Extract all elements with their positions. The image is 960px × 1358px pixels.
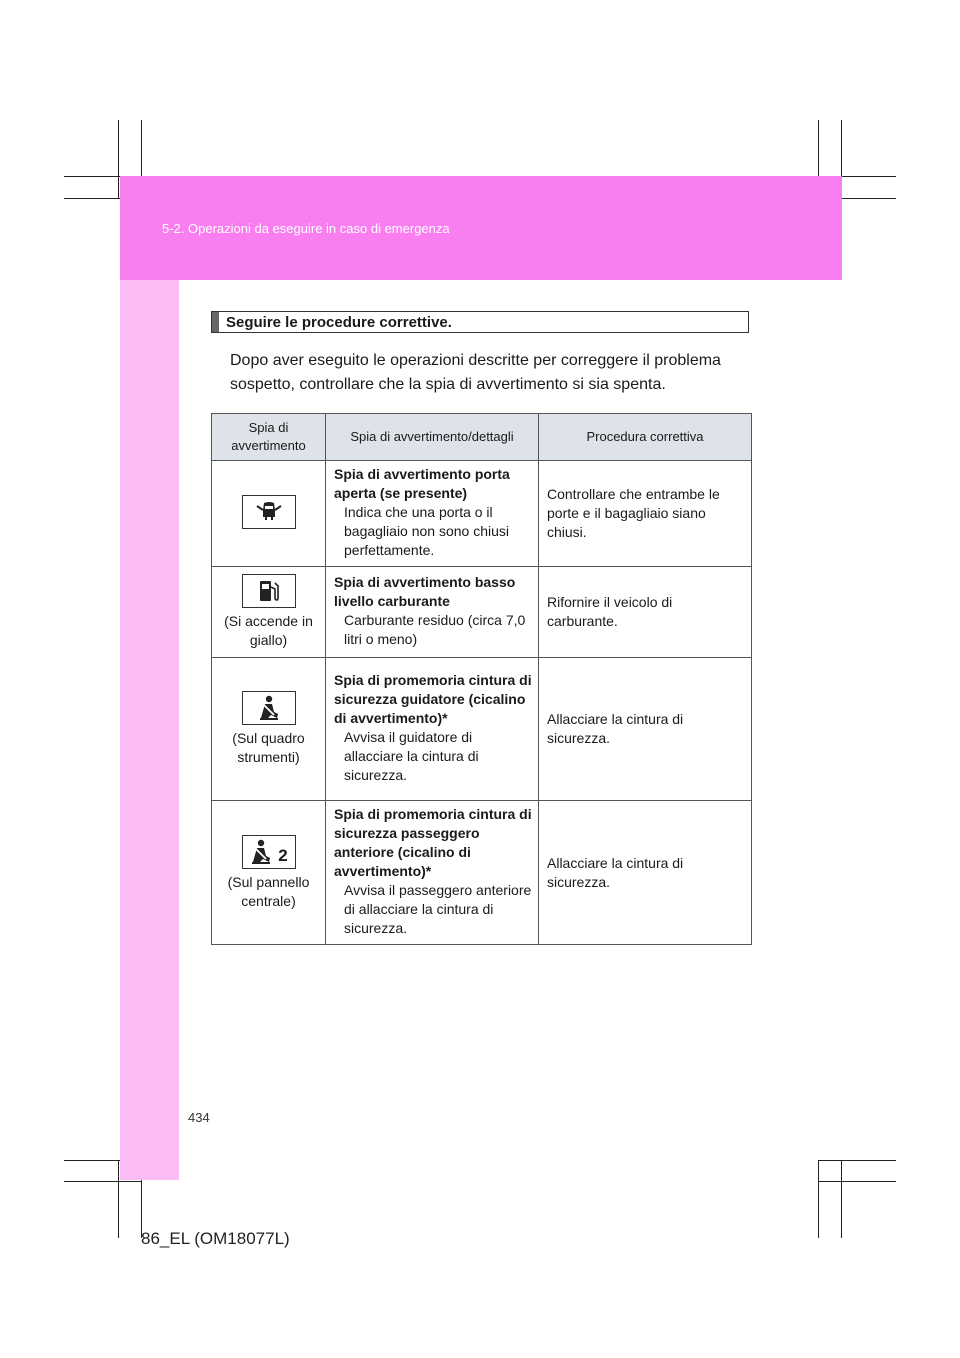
action-cell: Controllare che entrambe le porte e il bagagliaio siano chiusi. [539,461,752,567]
icon-location: (Si accende in giallo) [224,613,313,648]
action-cell: Allacciare la cintura di sicurezza. [539,658,752,801]
icon-cell [212,567,326,658]
seat-number-label: 2 [278,846,288,865]
detail-cell [326,801,539,945]
table-row [212,658,752,801]
warning-description: Avvisa il passeggero anteriore di allacciare la cintura di sicurezza. [344,882,532,936]
section-heading [211,311,749,333]
icon-location: (Sul pannello centrale) [227,873,310,909]
document-code: 86_EL (OM18077L) [141,1229,290,1248]
warning-description: Avvisa il guidatore di allacciare la cintura di sicurezza. [344,729,479,783]
section-title: Seguire le procedure correttive. [226,313,452,331]
warning-title: Spia di avvertimento basso livello carburante [334,574,516,609]
fuel-pump-icon [242,574,296,608]
icon-cell [212,658,326,801]
page-number: 434 [188,1110,210,1125]
icon-cell [212,461,326,567]
breadcrumb: 5-2. Operazioni da eseguire in caso di emergenza [162,221,450,236]
action-cell: Allacciare la cintura di sicurezza. [539,801,752,945]
detail-cell [326,567,539,658]
crop-mark [818,1181,896,1182]
crop-mark [818,1160,896,1161]
section-heading-bar [212,312,219,332]
detail-cell [326,461,539,567]
crop-mark [818,1160,819,1238]
column-header: Procedura correttiva [539,414,752,461]
table-row [212,801,752,945]
seatbelt-passenger-icon [242,835,296,869]
action-cell: Rifornire il veicolo di carburante. [539,567,752,658]
warning-title: Spia di promemoria cintura di sicurezza guidatore (cicalino di avvertimento)* [334,672,532,726]
warning-title: Spia di promemoria cintura di sicurezza passeggero anteriore (cicalino di avvertimento)* [334,806,532,879]
side-band [120,280,179,1180]
intro-paragraph: Dopo aver eseguito le operazioni descritte per correggere il problema sospetto, controllare che la spia di avvertimento si sia spenta. [230,352,721,393]
warning-description: Indica che una porta o il bagagliaio non sono chiusi perfettamente. [344,504,510,558]
crop-mark [841,1160,842,1238]
table-header-row [212,414,752,461]
seatbelt-driver-icon [242,691,296,725]
crop-mark [118,1160,119,1238]
icon-cell [212,801,326,945]
table-row [212,567,752,658]
warning-description: Carburante residuo (circa 7,0 litri o meno) [344,612,526,647]
crop-mark [64,1181,142,1182]
warning-title: Spia di avvertimento porta aperta (se presente) [334,466,510,501]
detail-cell [326,658,539,801]
column-header: Spia di avvertimento/dettagli [326,414,539,461]
door-open-icon [242,495,296,529]
warning-lights-table [211,413,752,945]
table-row [212,461,752,567]
icon-location: (Sul quadro strumenti) [232,730,305,765]
crop-mark [118,120,119,198]
column-header: Spia di avvertimento [212,414,326,461]
